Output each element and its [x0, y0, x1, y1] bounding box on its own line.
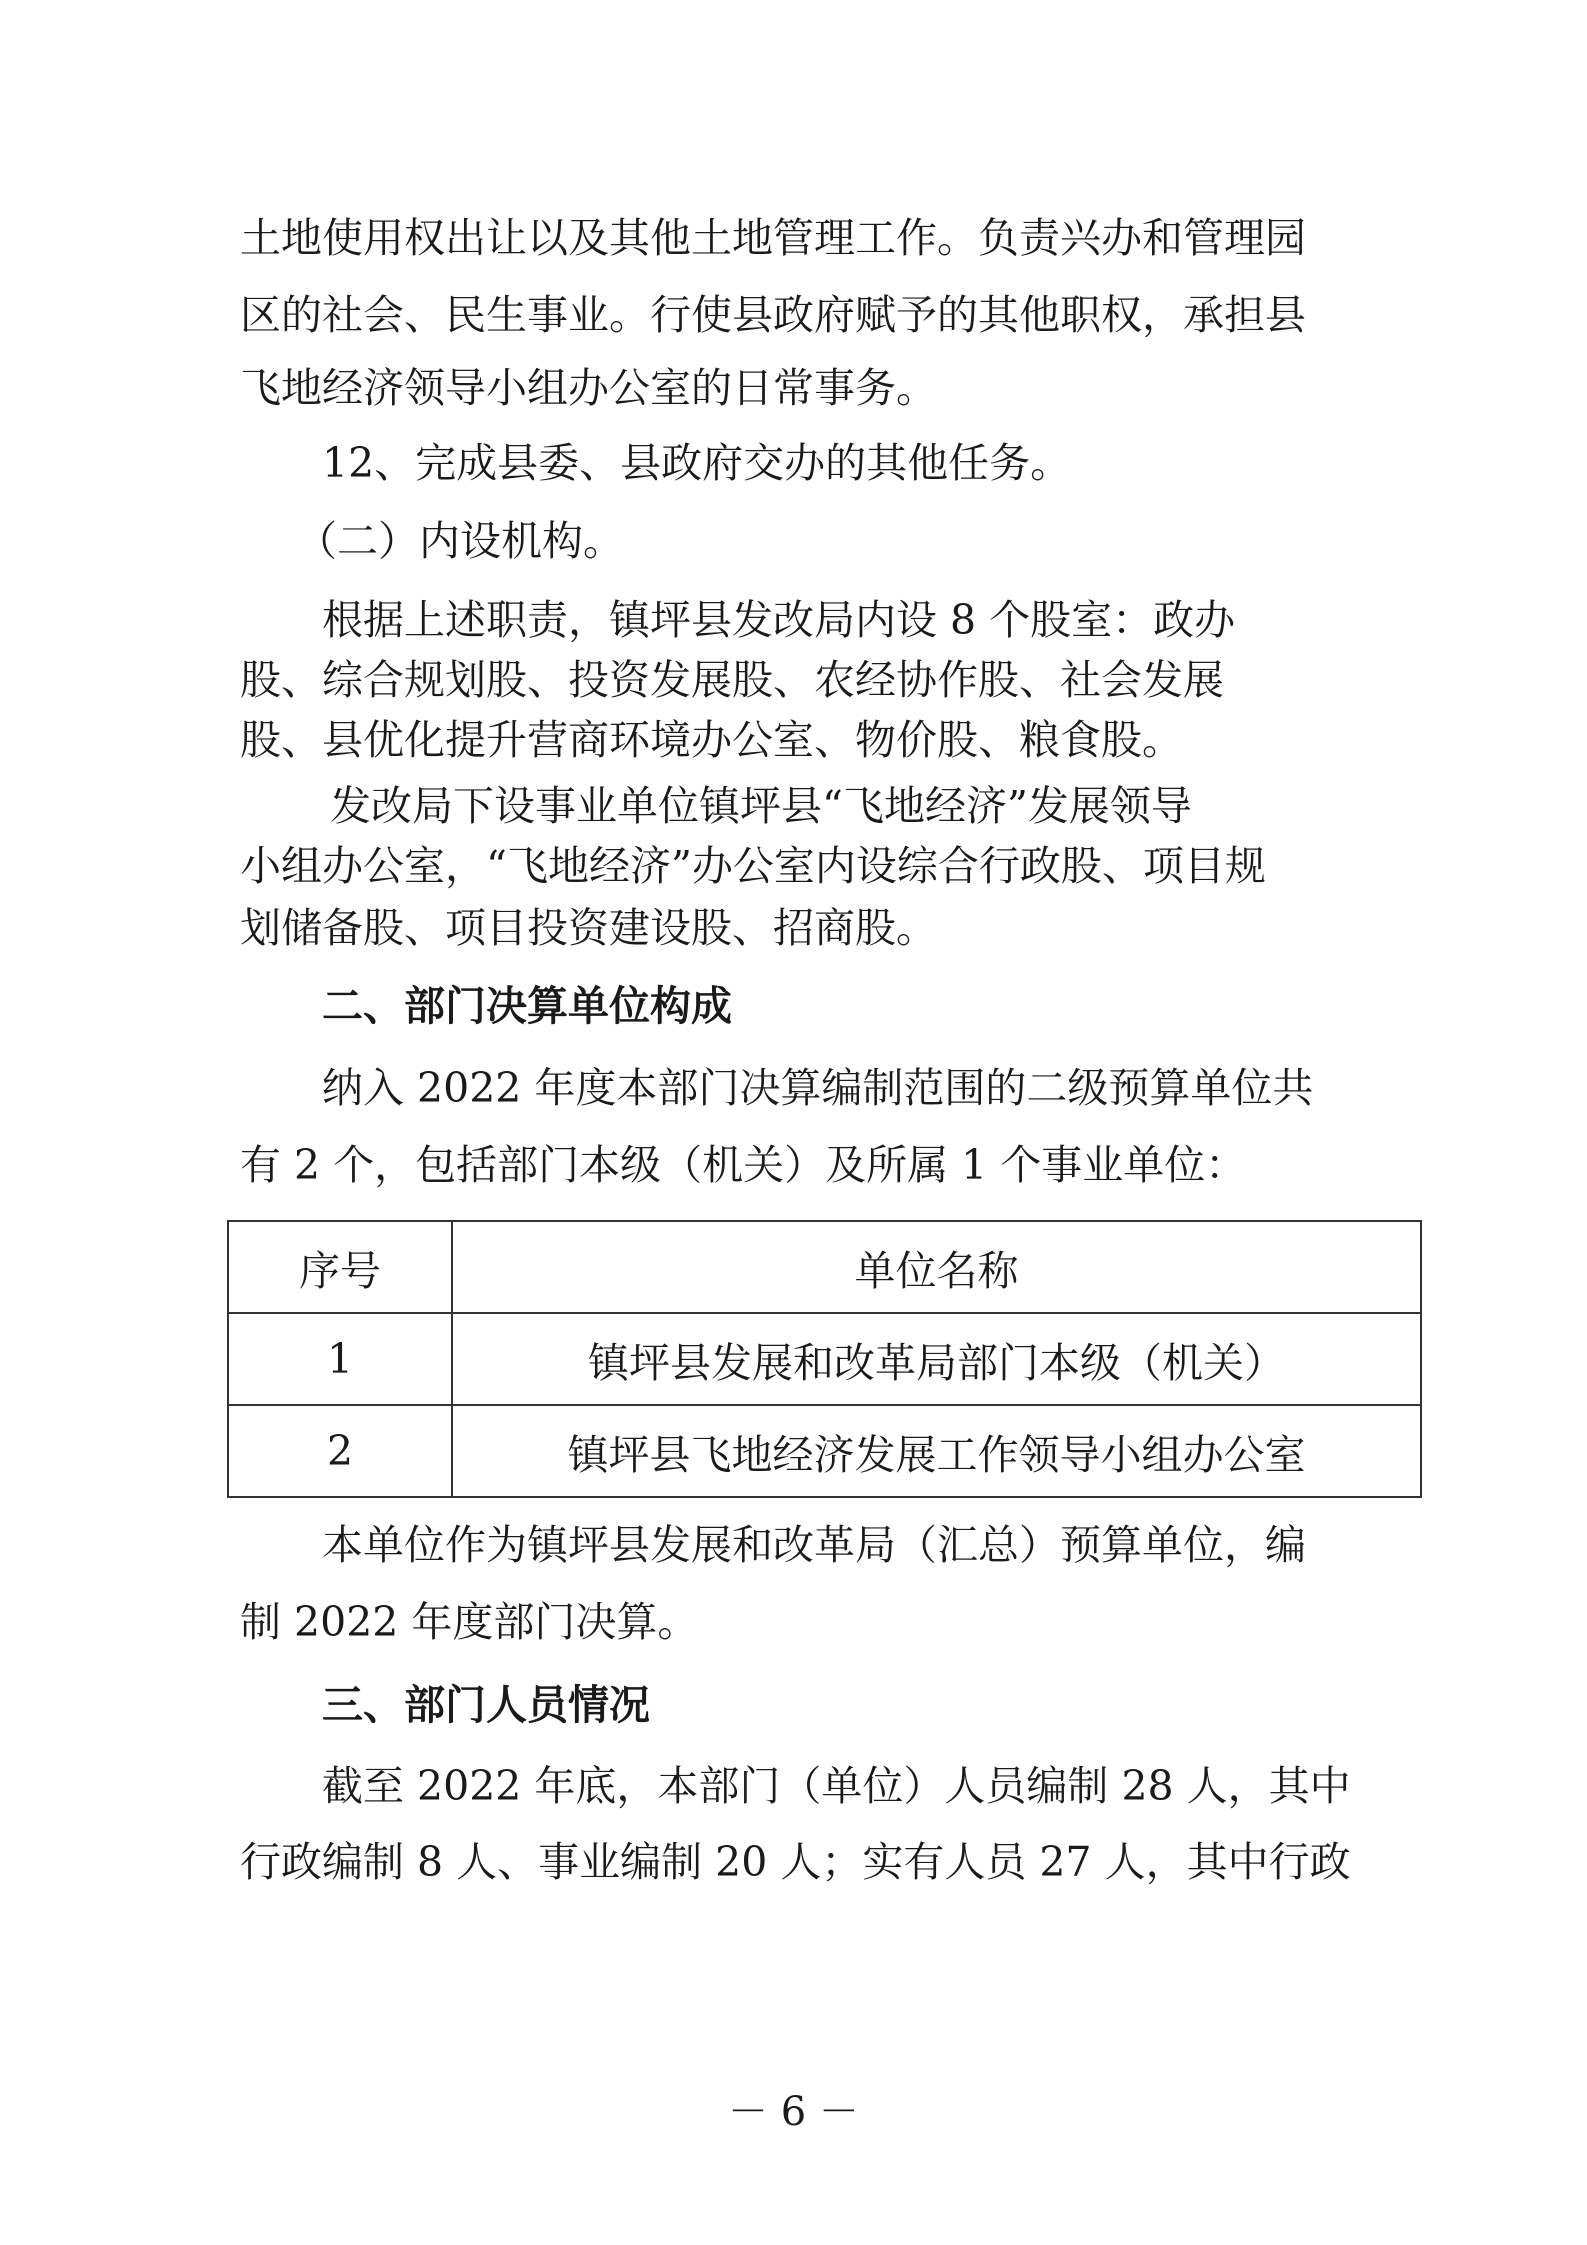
- table-cell: 镇坪县飞地经济发展工作领导小组办公室: [452, 1405, 1421, 1497]
- paragraph-line: 划储备股、项目投资建设股、招商股。: [240, 904, 937, 952]
- section-subheading: （二）内设机构。: [296, 517, 624, 565]
- paragraph-line: 股、综合规划股、投资发展股、农经协作股、社会发展: [240, 656, 1224, 704]
- paragraph-line: 区的社会、民生事业。行使县政府赋予的其他职权，承担县: [240, 291, 1306, 339]
- table-row: [228, 1313, 1421, 1405]
- paragraph-line: 行政编制 8 人、事业编制 20 人；实有人员 27 人，其中行政: [240, 1838, 1351, 1886]
- paragraph-line: 飞地经济领导小组办公室的日常事务。: [240, 364, 937, 412]
- table-header-cell: 单位名称: [452, 1221, 1421, 1313]
- paragraph-line: 发改局下设事业单位镇坪县“飞地经济”发展领导: [330, 782, 1192, 830]
- paragraph-line: 有 2 个，包括部门本级（机关）及所属 1 个事业单位：: [240, 1141, 1247, 1189]
- page-number: － 6 －: [728, 2089, 859, 2135]
- paragraph-line: 股、县优化提升营商环境办公室、物价股、粮食股。: [240, 716, 1183, 764]
- table-row: [228, 1405, 1421, 1497]
- paragraph-line: 土地使用权出让以及其他土地管理工作。负责兴办和管理园: [240, 214, 1306, 262]
- paragraph-line: 截至 2022 年底，本部门（单位）人员编制 28 人，其中: [322, 1762, 1351, 1810]
- unit-table: [227, 1220, 1422, 1498]
- table-cell: 2: [228, 1405, 452, 1497]
- table-cell: 1: [228, 1313, 452, 1405]
- section-heading: 二、部门决算单位构成: [322, 982, 732, 1030]
- paragraph-line: 纳入 2022 年度本部门决算编制范围的二级预算单位共: [322, 1064, 1314, 1112]
- paragraph-line: 根据上述职责，镇坪县发改局内设 8 个股室：政办: [322, 596, 1236, 644]
- paragraph-line: 小组办公室，“飞地经济”办公室内设综合行政股、项目规: [240, 842, 1266, 890]
- section-heading: 三、部门人员情况: [322, 1681, 650, 1729]
- paragraph-line: 制 2022 年度部门决算。: [240, 1598, 699, 1646]
- paragraph-line: 本单位作为镇坪县发展和改革局（汇总）预算单位，编: [322, 1521, 1306, 1569]
- table-header-row: [228, 1221, 1421, 1313]
- table-cell: 镇坪县发展和改革局部门本级（机关）: [452, 1313, 1421, 1405]
- paragraph-line: 12、完成县委、县政府交办的其他任务。: [322, 439, 1072, 487]
- table-header-cell: 序号: [228, 1221, 452, 1313]
